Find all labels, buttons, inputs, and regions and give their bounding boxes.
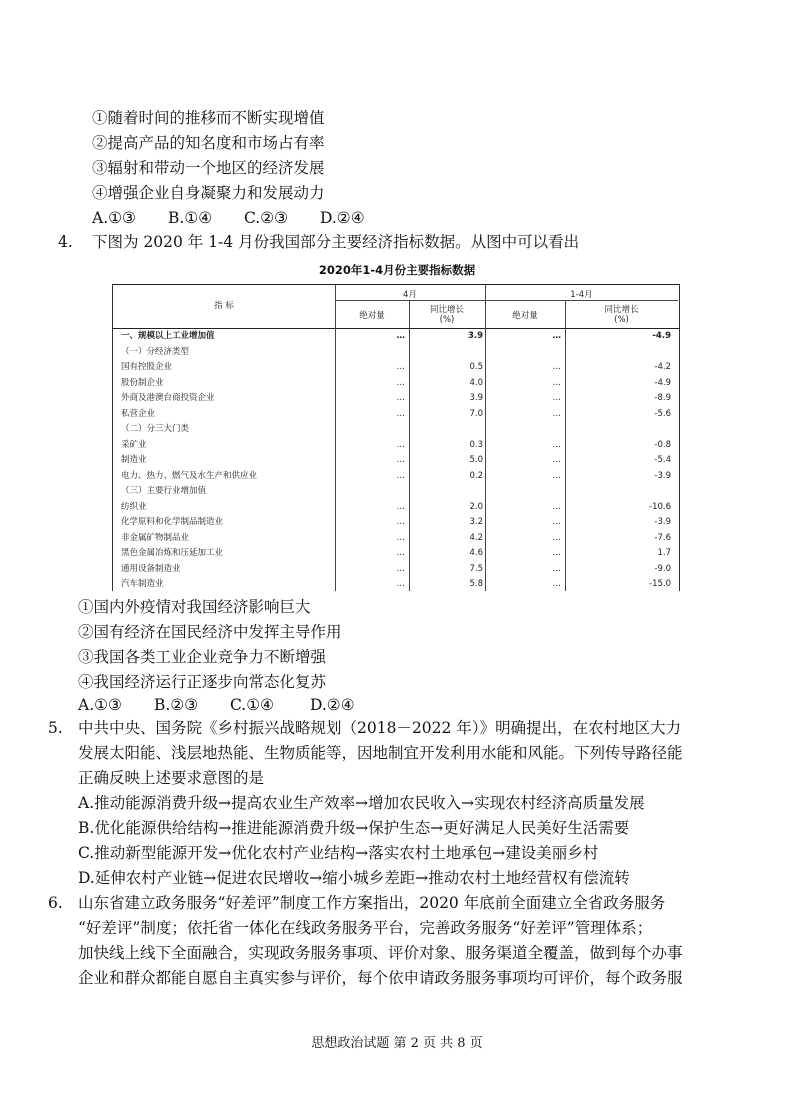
table-row bbox=[113, 407, 679, 423]
table-row bbox=[113, 360, 679, 376]
table-row bbox=[113, 500, 679, 516]
q6-stem-line-2: “好差评”制度；依托省一体化在线政务服务平台，完善政务服务“好差评”管理体系； bbox=[78, 919, 653, 937]
table-cell-name: 一、规模以上工业增加值 bbox=[121, 331, 215, 341]
table-cell-a2: … bbox=[552, 517, 561, 527]
q4-option-d[interactable]: D.②④ bbox=[310, 696, 355, 714]
table-cell-a2: … bbox=[552, 579, 561, 589]
table-cell-a1: … bbox=[396, 331, 405, 341]
table-cell-g1: 4.2 bbox=[469, 532, 483, 543]
q4-item-3: ③我国各类工业企业竞争力不断增强 bbox=[78, 648, 327, 666]
q3-item-4: ④增强企业自身凝聚力和发展动力 bbox=[92, 184, 325, 202]
table-row bbox=[113, 515, 679, 531]
table-cell-g2: -4.2 bbox=[654, 362, 671, 372]
table-cell-a2: … bbox=[552, 439, 561, 450]
table-row bbox=[113, 484, 679, 500]
table-cell-g1: 3.2 bbox=[469, 517, 483, 527]
table-cell-a2: … bbox=[552, 377, 561, 388]
table-row bbox=[113, 531, 679, 547]
table-cell-a2: … bbox=[552, 532, 561, 543]
table-cell-name: 外商及港澳台商投资企业 bbox=[121, 393, 215, 403]
table-cell-a1: … bbox=[396, 439, 405, 450]
q4-item-4: ④我国经济运行正逐步向常态化复苏 bbox=[78, 673, 327, 691]
table-cell-g2: -15.0 bbox=[649, 579, 671, 589]
q4-stem: 下图为 2020 年 1-4 月份我国部分主要经济指标数据。从图中可以看出 bbox=[92, 233, 580, 251]
header-unit-april: (%) bbox=[439, 315, 455, 325]
page-footer: 思想政治试题 第 2 页 共 8 页 bbox=[311, 1036, 483, 1051]
table-cell-name: 化学原料和化学制品制造业 bbox=[121, 517, 224, 527]
table-row bbox=[113, 391, 679, 407]
table-cell-name: （一）分经济类型 bbox=[121, 346, 190, 357]
table-cell-a2: … bbox=[552, 408, 561, 419]
table-cell-name: 纺织业 bbox=[121, 501, 147, 512]
table-row bbox=[113, 422, 679, 438]
table-cell-g2: -9.0 bbox=[654, 563, 671, 574]
table-cell-name: 通用设备制造业 bbox=[121, 563, 181, 574]
table-cell-a1: … bbox=[396, 455, 405, 465]
q6-stem-line-3: 加快线上线下全面融合，实现政务服务事项、评价对象、服务渠道全覆盖，做到每个办事 bbox=[78, 944, 683, 962]
header-divider bbox=[335, 300, 678, 301]
table-cell-g2: -3.9 bbox=[654, 517, 671, 527]
table-cell-g1: 7.0 bbox=[469, 408, 483, 419]
table-cell-name: 非金属矿物制品业 bbox=[121, 532, 190, 543]
table-cell-a1: … bbox=[396, 393, 405, 403]
header-jan-apr: 1-4月 bbox=[570, 290, 593, 300]
table-cell-a1: … bbox=[396, 548, 405, 558]
table-cell-g2: -5.4 bbox=[654, 455, 671, 465]
q3-options bbox=[92, 208, 365, 228]
q4-number: 4. bbox=[58, 233, 73, 251]
table-row bbox=[113, 453, 679, 469]
header-april: 4月 bbox=[403, 290, 417, 300]
header-abs-jan-apr: 绝对量 bbox=[512, 311, 538, 321]
table-cell-g1: 2.0 bbox=[469, 501, 483, 512]
table-row bbox=[113, 376, 679, 392]
header-growth-april: 同比增长 bbox=[429, 305, 464, 315]
table-cell-a1: … bbox=[396, 470, 405, 481]
table-cell-a1: … bbox=[396, 377, 405, 388]
table-row bbox=[113, 546, 679, 562]
table-header bbox=[113, 285, 679, 329]
table-row bbox=[113, 577, 679, 591]
table-cell-a1: … bbox=[396, 532, 405, 543]
q5-stem-line-3: 正确反映上述要求意图的是 bbox=[78, 769, 265, 787]
table-cell-g1: 5.0 bbox=[469, 455, 483, 465]
table-row bbox=[113, 469, 679, 485]
q5-option-a[interactable]: A.推动能源消费升级→提高农业生产效率→增加农民收入→实现农村经济高质量发展 bbox=[78, 794, 645, 812]
q4-option-b[interactable]: B.②③ bbox=[154, 696, 199, 714]
table-cell-name: 制造业 bbox=[121, 455, 147, 465]
q3-option-c[interactable]: C.②③ bbox=[244, 209, 289, 227]
q6-stem-line-4: 企业和群众都能自愿自主真实参与评价，每个依申请政务服务事项均可评价，每个政务服 bbox=[78, 969, 683, 987]
table-cell-g2: -4.9 bbox=[652, 331, 671, 341]
q4-option-c[interactable]: C.①④ bbox=[230, 696, 275, 714]
table-cell-name: 采矿业 bbox=[121, 439, 147, 450]
table-cell-g1: 3.9 bbox=[467, 331, 483, 341]
q3-option-b[interactable]: B.①④ bbox=[168, 209, 213, 227]
table-cell-g1: 7.5 bbox=[469, 563, 483, 574]
q3-item-1: ①随着时间的推移而不断实现增值 bbox=[92, 109, 325, 127]
table-cell-name: （三）主要行业增加值 bbox=[121, 486, 207, 496]
table-cell-name: 电力、热力、燃气及水生产和供应业 bbox=[121, 470, 258, 481]
table-row bbox=[113, 345, 679, 361]
table-cell-a1: … bbox=[396, 501, 405, 512]
q4-option-a[interactable]: A.①③ bbox=[78, 696, 122, 714]
table-cell-name: 私营企业 bbox=[121, 408, 156, 419]
table-row bbox=[113, 438, 679, 454]
table-row bbox=[113, 329, 679, 345]
header-abs-april: 绝对量 bbox=[359, 311, 385, 321]
table-cell-a1: … bbox=[396, 517, 405, 527]
q5-option-b[interactable]: B.优化能源供给结构→推进能源消费升级→保护生态→更好满足人民美好生活需要 bbox=[78, 819, 630, 837]
table-cell-name: 黑色金属冶炼和压延加工业 bbox=[121, 548, 224, 558]
table-cell-a2: … bbox=[552, 455, 561, 465]
q5-option-d[interactable]: D.延伸农村产业链→促进农民增收→缩小城乡差距→推动农村土地经营权有偿流转 bbox=[78, 869, 630, 887]
q5-number: 5. bbox=[48, 719, 63, 737]
table-cell-g1: 4.0 bbox=[469, 377, 483, 388]
table-cell-name: 汽车制造业 bbox=[121, 579, 164, 589]
table-cell-a1: … bbox=[396, 362, 405, 372]
q3-option-d[interactable]: D.②④ bbox=[320, 209, 365, 227]
q6-number: 6. bbox=[48, 894, 63, 912]
q4-options bbox=[78, 695, 355, 715]
header-growth-jan-apr: 同比增长 bbox=[604, 305, 639, 315]
q3-item-2: ②提高产品的知名度和市场占有率 bbox=[92, 134, 325, 152]
table-cell-g2: -5.6 bbox=[654, 408, 671, 419]
table-row bbox=[113, 562, 679, 578]
table-cell-a1: … bbox=[396, 563, 405, 574]
table-cell-g2: -10.6 bbox=[649, 501, 671, 512]
table-cell-a2: … bbox=[552, 362, 561, 372]
table-cell-name: 国有控股企业 bbox=[121, 362, 173, 372]
table-cell-g1: 5.8 bbox=[469, 579, 483, 589]
table-title: 2020年1-4月份主要指标数据 bbox=[318, 263, 476, 277]
q4-item-2: ②国有经济在国民经济中发挥主导作用 bbox=[78, 623, 342, 641]
table-cell-a2: … bbox=[552, 470, 561, 481]
table-cell-g2: -8.9 bbox=[654, 393, 671, 403]
table-cell-name: （二）分三大门类 bbox=[121, 424, 190, 434]
q5-stem-line-2: 发展太阳能、浅层地热能、生物质能等，因地制宜开发利用水能和风能。下列传导路径能 bbox=[78, 744, 683, 762]
table-cell-g2: -7.6 bbox=[654, 532, 671, 543]
table-cell-a1: … bbox=[396, 408, 405, 419]
header-unit-jan-apr: (%) bbox=[614, 315, 629, 325]
economic-indicator-table bbox=[112, 284, 680, 591]
table-cell-a2: … bbox=[552, 501, 561, 512]
table-cell-g2: -3.9 bbox=[654, 470, 671, 481]
table-cell-a2: … bbox=[552, 393, 561, 403]
table-cell-g1: 0.2 bbox=[469, 470, 483, 481]
table-cell-a2: … bbox=[552, 331, 561, 341]
table-cell-a2: … bbox=[552, 548, 561, 558]
table-cell-g1: 0.5 bbox=[469, 362, 483, 372]
table-cell-g2: -4.9 bbox=[654, 377, 671, 388]
table-cell-g1: 4.6 bbox=[469, 548, 483, 558]
q3-item-3: ③辐射和带动一个地区的经济发展 bbox=[92, 159, 325, 177]
q5-option-c[interactable]: C.推动新型能源开发→优化农村产业结构→落实农村土地承包→建设美丽乡村 bbox=[78, 844, 599, 862]
table-cell-a2: … bbox=[552, 563, 561, 574]
table-cell-g2: -0.8 bbox=[654, 439, 671, 450]
q3-option-a[interactable]: A.①③ bbox=[92, 209, 136, 227]
table-cell-g1: 3.9 bbox=[469, 393, 483, 403]
header-indicator: 指 标 bbox=[214, 301, 234, 311]
table-cell-g2: 1.7 bbox=[657, 548, 671, 558]
table-cell-a1: … bbox=[396, 579, 405, 589]
q5-stem-line-1: 中共中央、国务院《乡村振兴战略规划（2018－2022 年）》明确提出，在农村地区大力 bbox=[78, 719, 682, 737]
q4-item-1: ①国内外疫情对我国经济影响巨大 bbox=[78, 598, 311, 616]
table-body bbox=[113, 329, 679, 591]
q6-stem-line-1: 山东省建立政务服务“好差评”制度工作方案指出，2020 年底前全面建立全省政务服务 bbox=[78, 894, 666, 912]
table-cell-name: 股份制企业 bbox=[121, 377, 164, 388]
table-cell-g1: 0.3 bbox=[469, 439, 483, 450]
